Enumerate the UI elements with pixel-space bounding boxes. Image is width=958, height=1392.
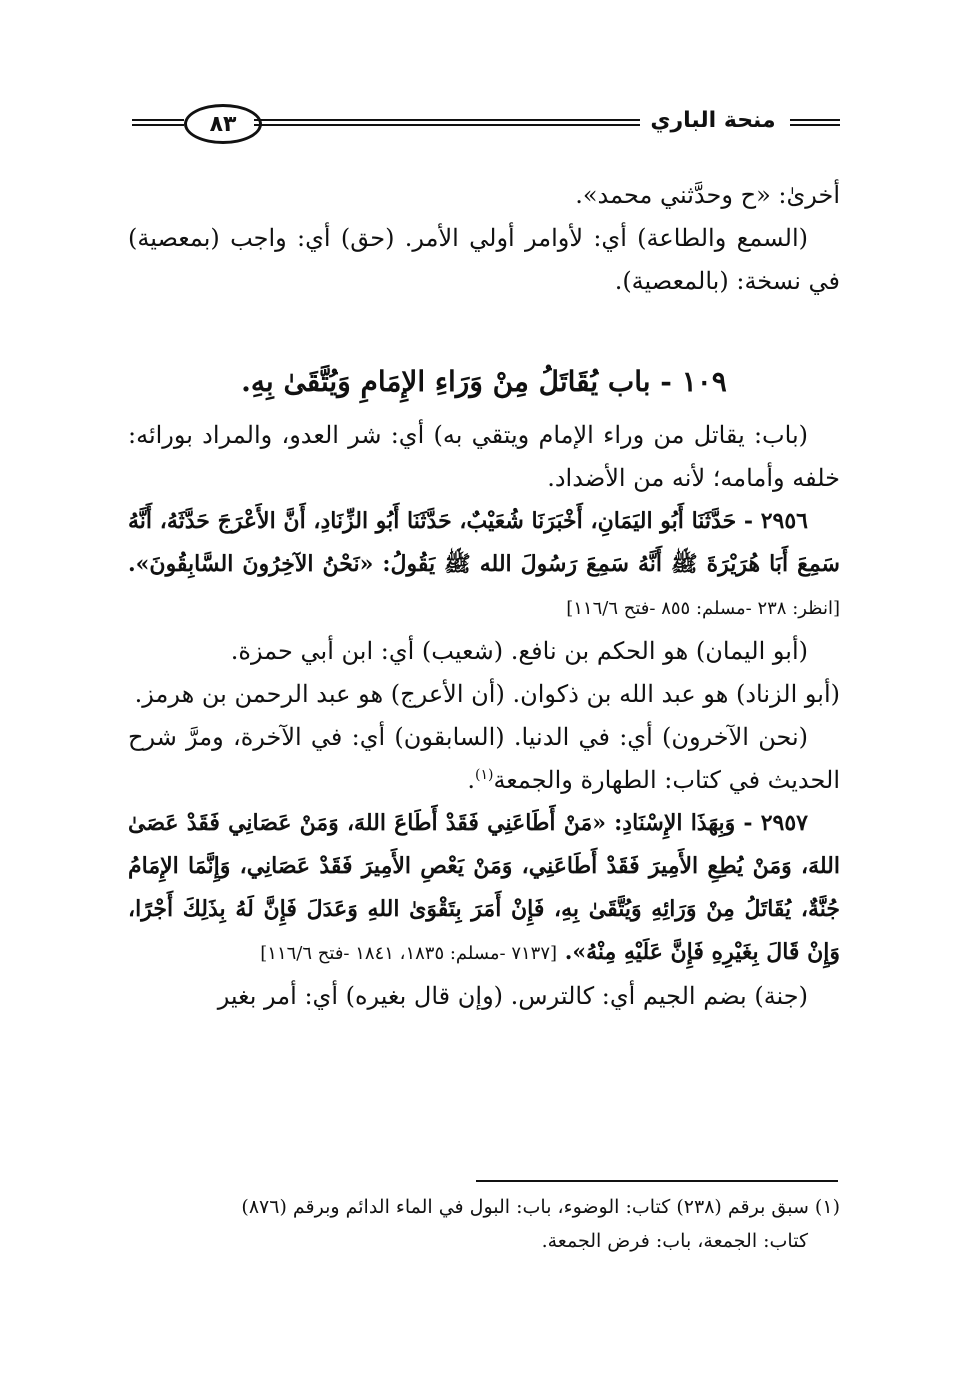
commentary-line: (أبو اليمان) هو الحكم بن نافع. (شعيب) أي: ابن أبي حمزة. xyxy=(230,637,808,665)
intro-block xyxy=(128,174,840,303)
main-text xyxy=(128,414,840,1018)
header-rule-right xyxy=(790,119,840,126)
footnote-separator xyxy=(476,1180,838,1182)
page-header xyxy=(128,100,840,148)
commentary-paragraph: (جنة) بضم الجيم أي: كالترس. (وإن قال بغيره) أي: أمر بغير xyxy=(217,982,808,1010)
hadith-2957-text: ٢٩٥٧ - وَبِهَذَا الإِسْنَادِ: «مَنْ أَطَاعَنِي فَقَدْ أَطَاعَ اللهَ، وَمَنْ عَصَانِي فَقَدْ عَصَىٰ اللهَ، وَمَنْ يُطِعِ الأَمِيرَ فَقَدْ أَطَاعَنِي، وَمَنْ يَعْصِ الأَمِيرَ فَقَدْ عَصَانِي، وَإِنَّمَا الإِمَامُ جُنَّةٌ، يُقَاتَلُ مِنْ وَرَائِهِ وَيُتَّقَىٰ بِهِ، فَإِنْ أَمَرَ بِتَقْوَىٰ اللهِ وَعَدَلَ فَإِنَّ لَهُ بِذَلِكَ أَجْرًا، وَإِنْ قَالَ بِغَيْرِهِ فَإِنَّ عَلَيْهِ مِنْهُ». xyxy=(128,810,840,965)
commentary-text: (نحن الآخرون) أي: في الدنيا. (السابقون) أي: في الآخرة، ومرَّ شرح الحديث في كتاب: الطهارة والجمعة xyxy=(128,723,840,794)
page-number: ٨٣ xyxy=(184,104,262,144)
footnote-line: (١) سبق برقم (٢٣٨) كتاب: الوضوء، باب: البول في الماء الدائم وبرقم (٨٧٦) xyxy=(241,1196,840,1218)
commentary-paragraph xyxy=(128,716,840,802)
hadith-2956-text: ٢٩٥٦ - حَدَّثَنَا أَبُو اليَمَانِ، أَخْبَرَنَا شُعَيْبٌ، حَدَّثَنَا أَبُو الزِّنَادِ، أَنَّ الأَعْرَجَ حَدَّثَهُ، أَنَّهُ سَمِعَ أَبَا هُرَيْرَةَ ﷺ أَنَّهُ سَمِعَ رَسُولَ الله ﷺ يَقُولُ: «نَحْنُ الآخِرُونَ السَّابِقُونَ». xyxy=(128,508,840,577)
hadith-2957-source: [٧١٣٧ -مسلم: ١٨٣٥، ١٨٤١ -فتح ١١٦/٦] xyxy=(260,943,558,964)
commentary-end: . xyxy=(467,766,475,794)
hadith-2956-source: [انظر: ٢٣٨ -مسلم: ٨٥٥ -فتح ١١٦/٦] xyxy=(566,598,840,619)
intro-paragraph: (السمع والطاعة) أي: لأوامر أولي الأمر. (حق) أي: واجب (بمعصية) في نسخة: (بالمعصية). xyxy=(128,224,840,295)
hadith-2956 xyxy=(128,500,840,630)
footnotes xyxy=(128,1190,840,1258)
commentary-paragraph: (باب: يقاتل من وراء الإمام ويتقي به) أي: شر العدو، والمراد بورائه: خلفه وأمامه؛ لأنه من الأضداد. xyxy=(128,421,840,492)
chapter-title: ١٠٩ - باب يُقَاتَلُ مِنْ وَرَاءِ الإِمَامِ وَيُتَّقَىٰ بِهِ. xyxy=(241,365,727,398)
book-title: منحة الباري xyxy=(640,102,786,140)
intro-line: أخرىٰ: «ح وحدَّثني محمد». xyxy=(575,181,840,209)
footnote-line: كتاب: الجمعة، باب: فرض الجمعة. xyxy=(541,1230,808,1252)
footnote-marker: (١) xyxy=(474,767,494,783)
commentary-paragraph: (أبو الزناد) هو عبد الله بن ذكوان. (أن الأعرج) هو عبد الرحمن بن هرمز. xyxy=(134,680,840,708)
hadith-2957 xyxy=(128,802,840,975)
header-rule-left xyxy=(132,119,184,126)
